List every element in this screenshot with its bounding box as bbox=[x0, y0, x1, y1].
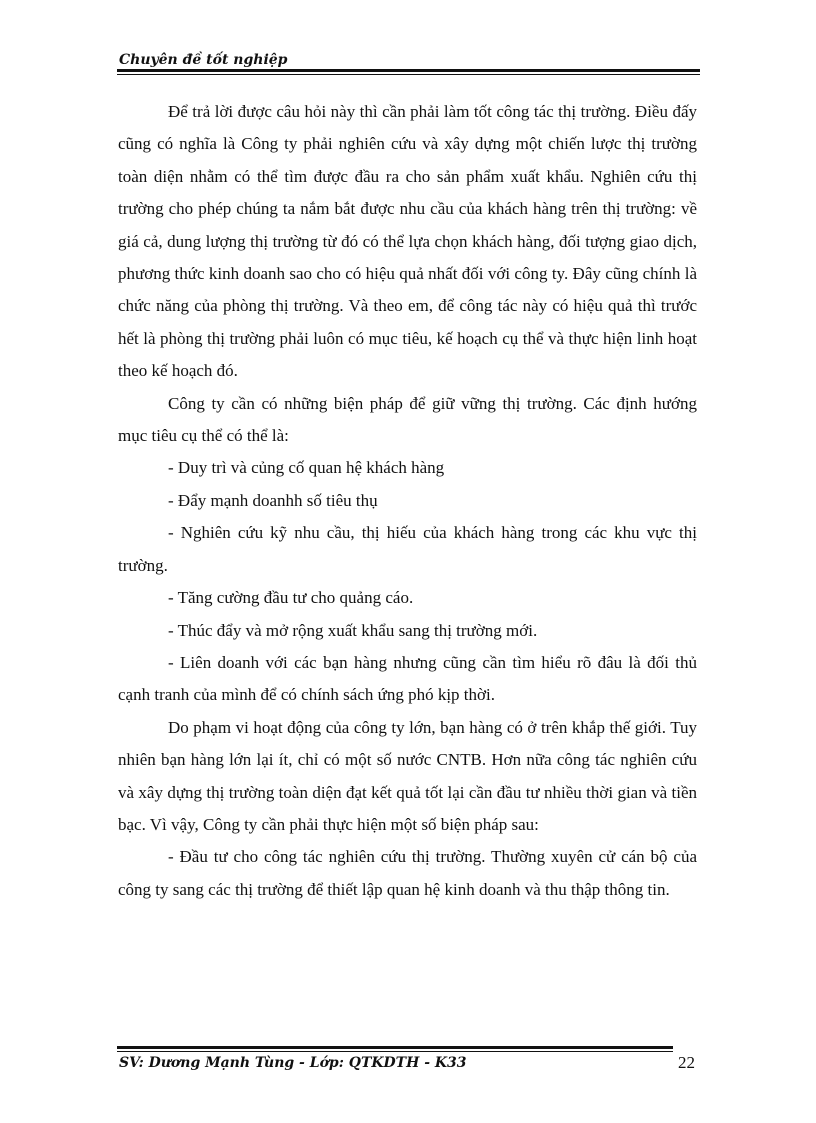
list-item-customer-needs: - Nghiên cứu kỹ nhu cầu, thị hiếu của khách hàng trong các khu vực thị trường. bbox=[118, 523, 697, 575]
page-number: 22 bbox=[678, 1053, 695, 1072]
document-body bbox=[118, 96, 697, 906]
list-item-joint-venture: - Liên doanh với các bạn hàng nhưng cũng cần tìm hiểu rõ đâu là đối thủ cạnh tranh của mình để có chính sách ứng phó kịp thời. bbox=[118, 652, 697, 705]
list-item-research-investment: - Đầu tư cho công tác nghiên cứu thị trường. Thường xuyên cử cán bộ của công ty sang các thị trường để thiết lập quan hệ kinh doanh và thu thập thông tin. bbox=[118, 847, 697, 899]
paragraph-market-research: Để trả lời được câu hỏi này thì cần phải làm tốt công tác thị trường. Điều đấy cũng có nghĩa là Công ty phải nghiên cứu và xây dựng một chiến lược thị trường toàn diện nhằm có thể tìm được đầu ra cho sản phẩm xuất khẩu. Nghiên cứu thị trường cho phép chúng ta nắm bắt được nhu cầu của khách hàng trên thị trường: về giá cả, dung lượng thị trường từ đó có thể lựa chọn khách hàng, đối tượng giao dịch, phương thức kinh doanh sao cho có hiệu quả nhất đối với công ty. Đây cũng chính là chức năng của phòng thị trường. Và theo em, để công tác này có hiệu quả thì trước hết là phòng thị trường phải luôn có mục tiêu, kế hoạch cụ thể và thực hiện linh hoạt theo kế hoạch đó. bbox=[118, 102, 697, 381]
header-title: Chuyên đề tốt nghiệp bbox=[119, 52, 288, 68]
header-rule-thin bbox=[117, 74, 700, 75]
paragraph-scope: Do phạm vi hoạt động của công ty lớn, bạn hàng có ở trên khắp thế giới. Tuy nhiên bạn hàng lớn lại ít, chỉ có một số nước CNTB. Hơn nữa công tác nghiên cứu và xây dựng thị trường toàn diện đạt kết quả tốt lại cần đầu tư nhiều thời gian và tiền bạc. Vì vậy, Công ty cần phải thực hiện một số biện pháp sau: bbox=[118, 717, 697, 834]
footer-author: SV: Dương Mạnh Tùng - Lớp: QTKDTH - K33 bbox=[119, 1055, 467, 1071]
paragraph-market-goals: Công ty cần có những biện pháp để giữ vững thị trường. Các định hướng mục tiêu cụ thể có thể là: bbox=[118, 393, 697, 446]
list-item-customer-relations: - Duy trì và củng cố quan hệ khách hàng bbox=[168, 458, 445, 478]
list-item-advertising: - Tăng cường đầu tư cho quảng cáo. bbox=[168, 588, 414, 608]
list-item-sales: - Đẩy mạnh doanhh số tiêu thụ bbox=[168, 490, 378, 510]
footer-rule-thin bbox=[117, 1051, 673, 1052]
header-rule-thick bbox=[117, 69, 700, 72]
list-item-export-expansion: - Thúc đẩy và mở rộng xuất khẩu sang thị trường mới. bbox=[168, 620, 538, 640]
footer-rule-thick bbox=[117, 1046, 673, 1049]
